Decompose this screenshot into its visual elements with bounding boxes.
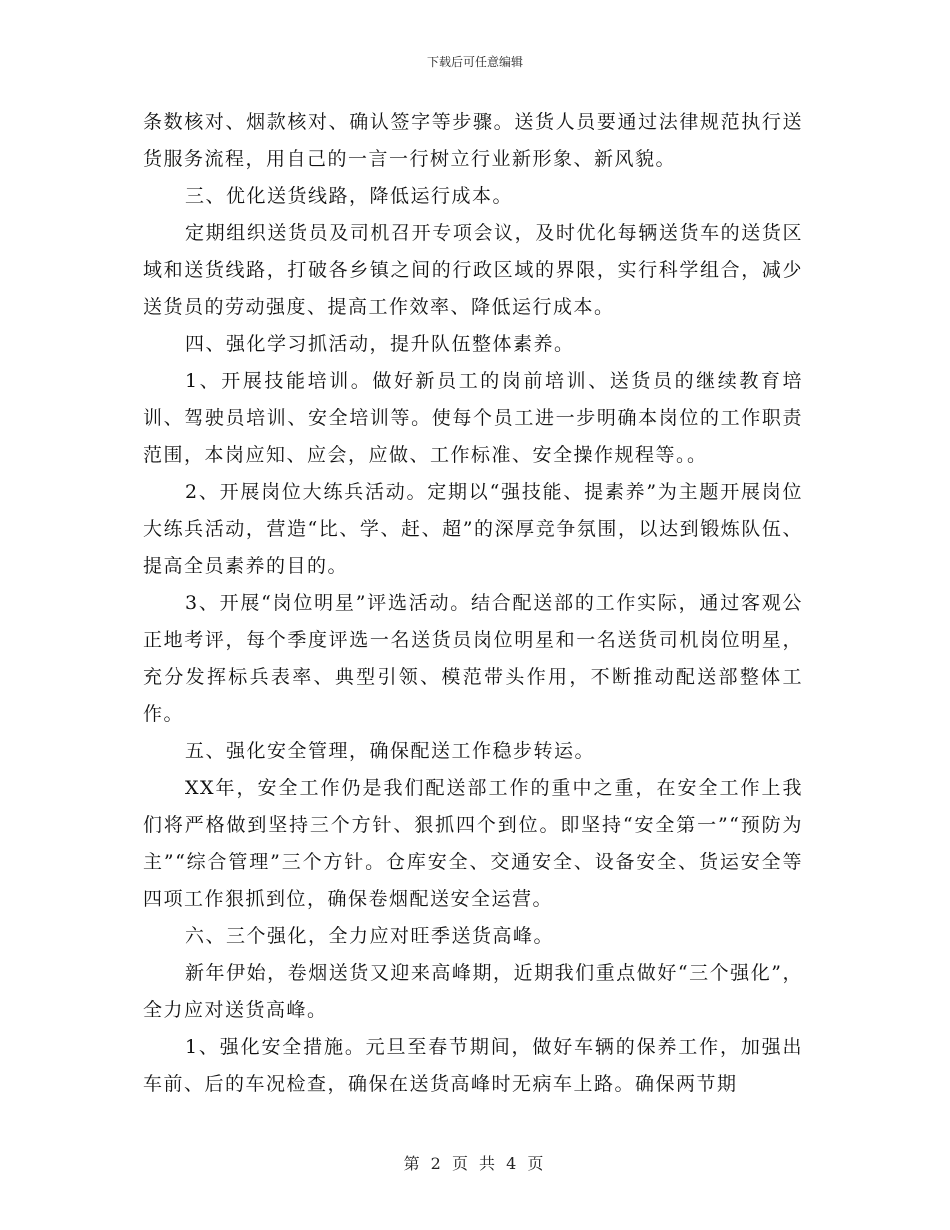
section-heading: 三、优化送货线路，降低运行成本。	[185, 185, 514, 207]
section-heading: 五、强化安全管理，确保配送工作稳步转运。	[185, 740, 596, 762]
page-footer: 第 2 页 共 4 页	[403, 1154, 547, 1173]
page-header: 下载后可任意编辑	[426, 55, 523, 69]
paragraph: 2、开展岗位大练兵活动。定期以“强技能、提素养”为主题开展岗位大练兵活动，营造“比、学、赶、超”的深厚竞争氛围，以达到锻炼队伍、提高全员素养的目的。	[143, 481, 803, 577]
section-heading: 六、三个强化，全力应对旺季送货高峰。	[185, 925, 555, 947]
paragraph: 3、开展“岗位明星”评选活动。结合配送部的工作实际，通过客观公正地考评，每个季度评选一名送货员岗位明星和一名送货司机岗位明星，充分发挥标兵表率、典型引领、模范带头作用，不断推动配送部整体工作。	[143, 592, 803, 725]
paragraph: 条数核对、烟款核对、确认签字等步骤。送货人员要通过法律规范执行送货服务流程，用自己的一言一行树立行业新形象、新风貌。	[143, 111, 803, 170]
paragraph: 新年伊始，卷烟送货又迎来高峰期，近期我们重点做好“三个强化”，全力应对送货高峰。	[143, 962, 803, 1021]
section-heading: 四、强化学习抓活动，提升队伍整体素养。	[185, 333, 575, 355]
paragraph: 定期组织送货员及司机召开专项会议，及时优化每辆送货车的送货区域和送货线路，打破各乡镇之间的行政区域的界限，实行科学组合，减少送货员的劳动强度、提高工作效率、降低运行成本。	[143, 222, 803, 318]
paragraph: 1、开展技能培训。做好新员工的岗前培训、送货员的继续教育培训、驾驶员培训、安全培训等。使每个员工进一步明确本岗位的工作职责范围，本岗应知、应会，应做、工作标准、安全操作规程等。。	[143, 370, 803, 466]
document-body	[143, 104, 803, 1103]
paragraph: 1、强化安全措施。元旦至春节期间，做好车辆的保养工作，加强出车前、后的车况检查，确保在送货高峰时无病车上路。确保两节期	[143, 1036, 803, 1095]
paragraph: XX年，安全工作仍是我们配送部工作的重中之重，在安全工作上我们将严格做到坚持三个方针、狠抓四个到位。即坚持“安全第一”“预防为主”“综合管理”三个方针。仓库安全、交通安全、设备安全、货运安全等四项工作狠抓到位，确保卷烟配送安全运营。	[143, 777, 803, 910]
